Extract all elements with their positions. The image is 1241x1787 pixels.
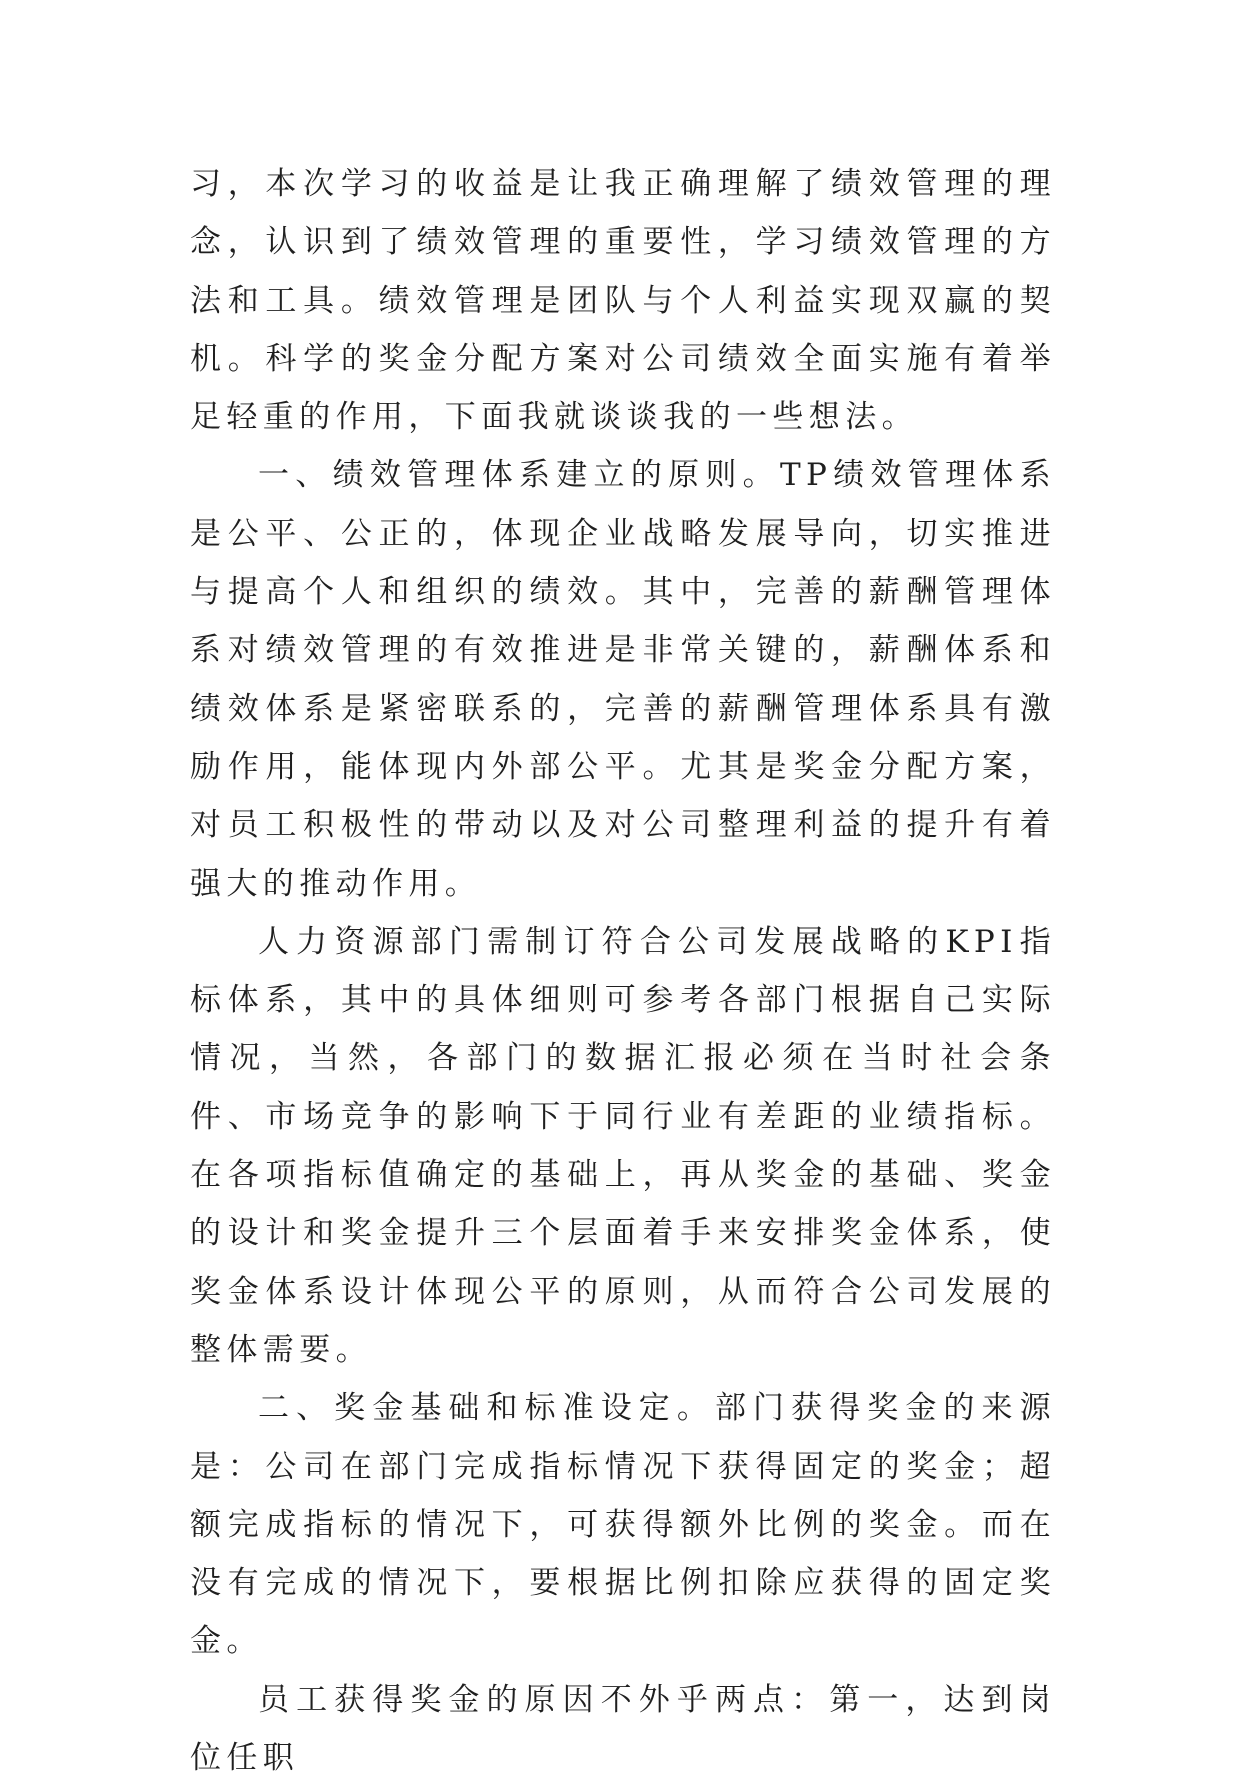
paragraph-3: 人力资源部门需制订符合公司发展战略的KPI指标体系，其中的具体细则可参考各部门根据自己实际情况，当然，各部门的数据汇报必须在当时社会条件、市场竞争的影响下于同行业有差距的业绩指标。在各项指标值确定的基础上，再从奖金的基础、奖金的设计和奖金提升三个层面着手来安排奖金体系，使奖金体系设计体现公平的原则，从而符合公司发展的整体需要。 <box>190 923 1056 1368</box>
document-body <box>190 155 1056 1787</box>
paragraph-5: 员工获得奖金的原因不外乎两点：第一，达到岗位任职 <box>190 1681 1056 1777</box>
paragraph-4: 二、奖金基础和标准设定。部门获得奖金的来源是：公司在部门完成指标情况下获得固定的奖金；超额完成指标的情况下，可获得额外比例的奖金。而在没有完成的情况下，要根据比例扣除应获得的固定奖金。 <box>190 1390 1056 1660</box>
paragraph-1: 习，本次学习的收益是让我正确理解了绩效管理的理念，认识到了绩效管理的重要性，学习绩效管理的方法和工具。绩效管理是团队与个人利益实现双赢的契机。科学的奖金分配方案对公司绩效全面实施有着举足轻重的作用，下面我就谈谈我的一些想法。 <box>190 166 1056 436</box>
paragraph-2: 一、绩效管理体系建立的原则。TP绩效管理体系是公平、公正的，体现企业战略发展导向，切实推进与提高个人和组织的绩效。其中，完善的薪酬管理体系对绩效管理的有效推进是非常关键的，薪酬体系和绩效体系是紧密联系的，完善的薪酬管理体系具有激励作用，能体现内外部公平。尤其是奖金分配方案，对员工积极性的带动以及对公司整理利益的提升有着强大的推动作用。 <box>190 457 1056 902</box>
